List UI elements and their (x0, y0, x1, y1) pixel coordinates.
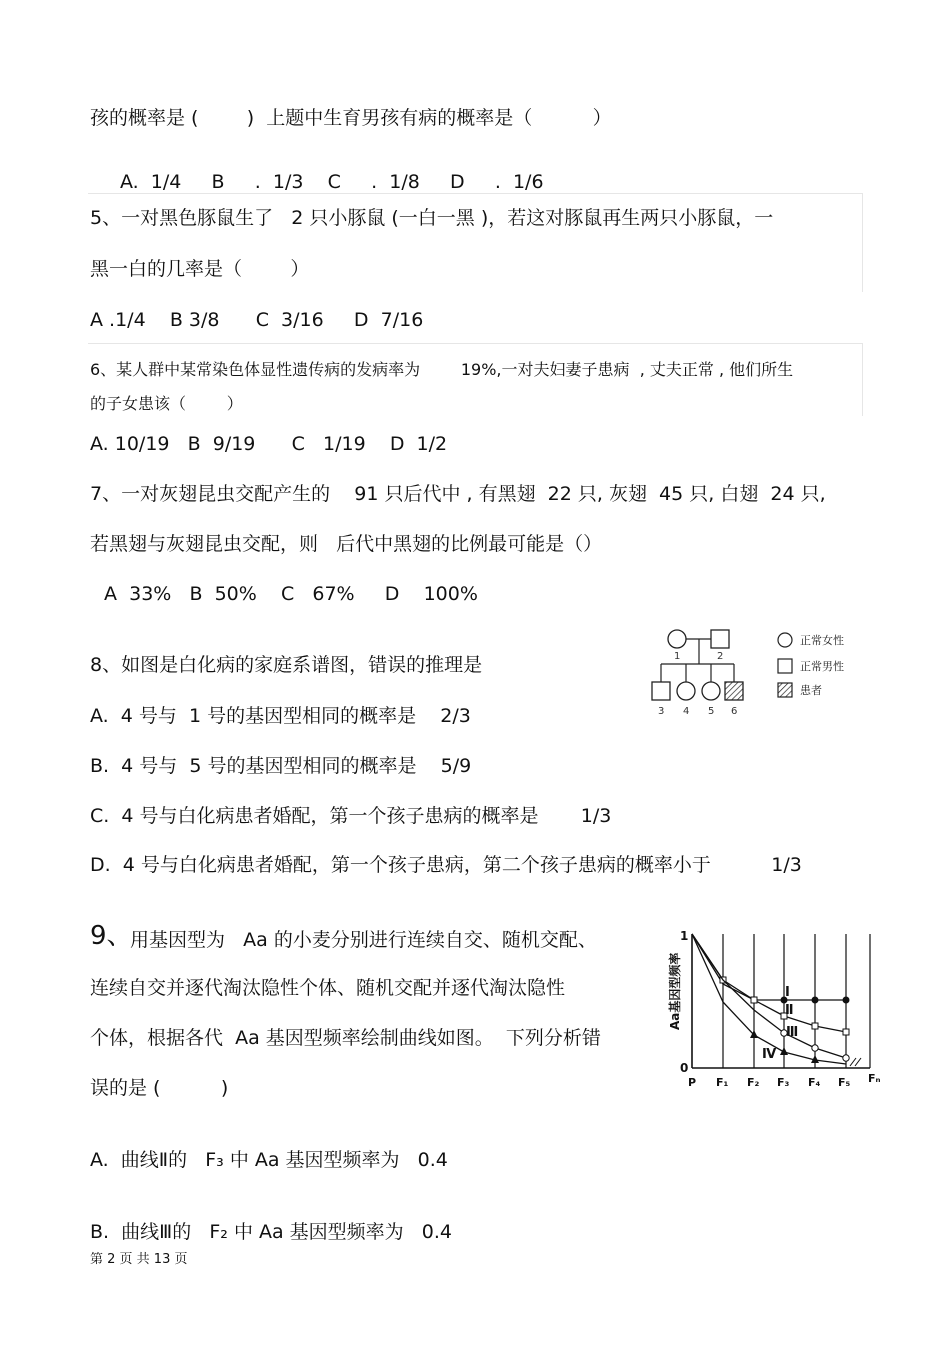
curve-i (692, 934, 846, 1000)
question-5-line-2: 黑一白的几率是（ ） (90, 258, 310, 280)
individual-3 (652, 682, 670, 700)
x-tick-f3: F₃ (777, 1076, 790, 1089)
question-8-stem: 8、如图是白化病的家庭系谱图，错误的推理是 (90, 654, 483, 676)
pedigree-chart (645, 622, 870, 722)
question-5-line-1: 5、一对黑色豚鼠生了 2 只小豚鼠 (一白一黑 )，若这对豚鼠再生两只小豚鼠，一 (90, 207, 774, 229)
question-6-line-2: 的子女患该（ ） (90, 394, 243, 413)
individual-1 (668, 630, 686, 648)
question-9-line-3: 个体，根据各代 Aa 基因型频率绘制曲线如图。 下列分析错 (90, 1027, 601, 1049)
label-1: 1 (674, 651, 681, 662)
question-7-line-2: 若黑翅与灰翅昆虫交配，则 后代中黑翅的比例最可能是（） (90, 533, 603, 555)
question-8-option-c: C. 4 号与白化病患者婚配，第一个孩子患病的概率是 1/3 (90, 805, 612, 827)
individual-2 (711, 630, 729, 648)
label-4: 4 (683, 706, 690, 717)
curve-iii (692, 934, 846, 1058)
page-footer: 第 2 页 共 13 页 (90, 1252, 188, 1267)
question-9-line-2: 连续自交并逐代淘汰隐性个体、随机交配并逐代淘汰隐性 (90, 977, 566, 999)
x-tick-fn: Fₙ (868, 1072, 881, 1085)
line-options-prev: A. 1/4 B . 1/3 C . 1/8 D . 1/6 (120, 171, 544, 193)
question-9-line-1: 用基因型为 Aa 的小麦分别进行连续自交、随机交配、 (124, 929, 597, 951)
label-6: 6 (731, 706, 738, 717)
y-tick-0: 0 (680, 1061, 689, 1075)
x-tick-f2: F₂ (747, 1076, 760, 1089)
y-axis-label: Aa基因型频率 (668, 952, 682, 1030)
legend-male-label: 正常男性 (800, 660, 844, 673)
x-tick-f4: F₄ (808, 1076, 821, 1089)
question-6-options: A. 10/19 B 9/19 C 1/19 D 1/2 (90, 433, 448, 455)
curve-ii (692, 934, 846, 1032)
x-tick-p: P (688, 1076, 697, 1089)
question-8-option-d: D. 4 号与白化病患者婚配，第一个孩子患病，第二个孩子患病的概率小于 1/3 (90, 854, 802, 876)
question-7-line-1: 7、一对灰翅昆虫交配产生的 91 只后代中 , 有黑翅 22 只, 灰翅 45 只, 白翅 24 只, (90, 483, 826, 505)
frequency-curve-chart (660, 920, 890, 1095)
label-2: 2 (717, 651, 724, 662)
individual-6-affected (725, 682, 743, 700)
curve-label-iv: Ⅳ (762, 1047, 777, 1062)
individual-5 (702, 682, 720, 700)
line-1: 孩的概率是 ( ) 上题中生育男孩有病的概率是（ ） (90, 107, 612, 129)
question-5-options: A .1/4 B 3/8 C 3/16 D 7/16 (90, 309, 424, 331)
x-tick-f5: F₅ (838, 1076, 851, 1089)
legend-affected-icon (778, 683, 792, 697)
label-3: 3 (658, 706, 665, 717)
question-9-number: 9、 (90, 921, 133, 951)
question-9-option-b: B. 曲线Ⅲ的 F₂ 中 Aa 基因型频率为 0.4 (90, 1221, 453, 1243)
curve-label-ii: Ⅱ (785, 1003, 794, 1018)
label-5: 5 (708, 706, 715, 717)
individual-4 (677, 682, 695, 700)
question-7-options: A 33% B 50% C 67% D 100% (98, 583, 478, 605)
question-8-option-a: A. 4 号与 1 号的基因型相同的概率是 2/3 (90, 705, 471, 727)
curve-label-i: Ⅰ (785, 985, 790, 1000)
x-tick-f1: F₁ (716, 1076, 729, 1089)
curve-iv (692, 934, 846, 1064)
y-tick-1: 1 (680, 929, 689, 943)
legend-female-icon (778, 633, 792, 647)
legend-female-label: 正常女性 (800, 634, 844, 647)
curve-label-iii: Ⅲ (786, 1025, 799, 1040)
question-6-line-1: 6、某人群中某常染色体显性遗传病的发病率为 19%,一对夫妇妻子患病 , 丈夫正常 , 他们所生 (90, 360, 794, 379)
legend-male-icon (778, 659, 792, 673)
legend-affected-label: 患者 (800, 684, 822, 697)
question-9-option-a: A. 曲线Ⅱ的 F₃ 中 Aa 基因型频率为 0.4 (90, 1149, 448, 1171)
question-9-line-4: 误的是 ( ) (90, 1077, 229, 1099)
question-8-option-b: B. 4 号与 5 号的基因型相同的概率是 5/9 (90, 755, 472, 777)
